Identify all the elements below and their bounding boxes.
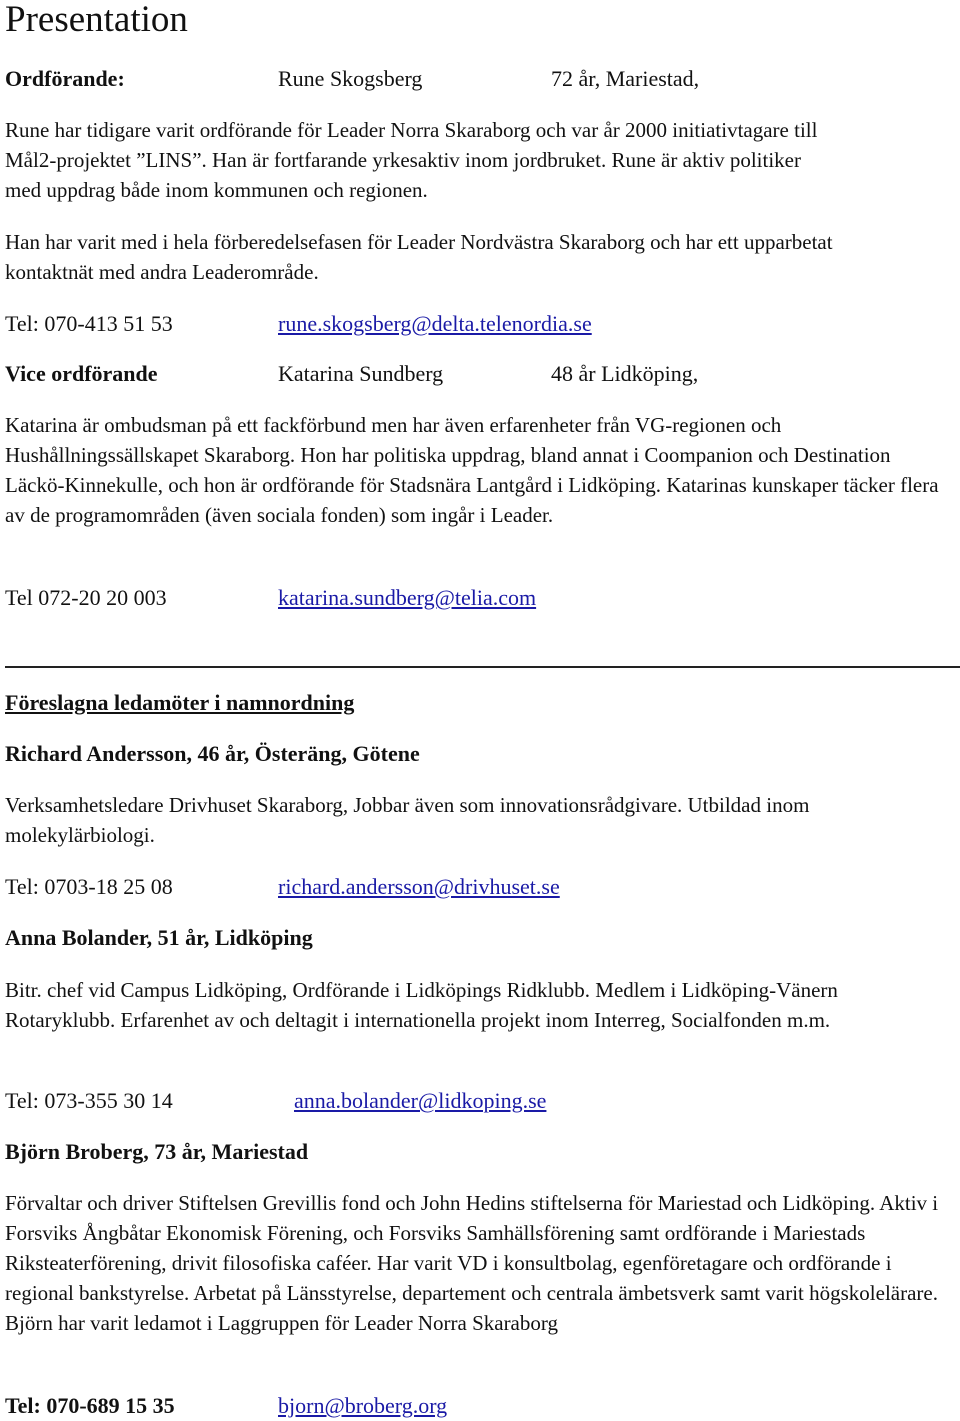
section-divider bbox=[5, 666, 960, 668]
member-email-link[interactable]: anna.bolander@lidkoping.se bbox=[294, 1088, 547, 1113]
vice-chair-bio-paragraph: Katarina är ombudsman på ett fackförbund men har även erfarenheter från VG-regionen och Hushållningssällskapet Skaraborg. Hon har politiska uppdrag, bland annat i Coompanion och Destination Läckö-Kinnekulle, och hon är ordförande för Stadsnära Lantgård i Lidköping. Katarinas kunskaper täcker flera av de programområden (även sociala fonden) som ingår i Leader. bbox=[5, 413, 939, 527]
member-tel: Tel: 070-689 15 35 bbox=[5, 1393, 175, 1418]
chair-role-label: Ordförande: bbox=[5, 66, 125, 91]
member-contact-row bbox=[5, 1086, 955, 1116]
chair-email-link[interactable]: rune.skogsberg@delta.telenordia.se bbox=[278, 311, 592, 336]
chair-age-place: 72 år, Mariestad, bbox=[551, 66, 700, 91]
member-bio: Bitr. chef vid Campus Lidköping, Ordförande i Lidköpings Ridklubb. Medlem i Lidköping-Vänern Rotaryklubb. Erfarenhet av och deltagit i internationella projekt inom Interreg, Socialfonden m.m. bbox=[5, 978, 838, 1032]
member-tel: Tel: 0703-18 25 08 bbox=[5, 874, 173, 899]
vice-chair-row bbox=[5, 359, 955, 389]
member-email-link[interactable]: bjorn@broberg.org bbox=[278, 1393, 448, 1418]
member-header: Björn Broberg, 73 år, Mariestad bbox=[5, 1139, 309, 1164]
member-contact-row bbox=[5, 872, 955, 902]
member-header: Anna Bolander, 51 år, Lidköping bbox=[5, 925, 313, 950]
member-contact-row bbox=[5, 1391, 955, 1421]
chair-bio-paragraph-2: Han har varit med i hela förberedelsefasen för Leader Nordvästra Skaraborg och har ett upparbetat kontaktnät med andra Leaderområde. bbox=[5, 230, 833, 284]
member-bio: Förvaltar och driver Stiftelsen Grevillis fond och John Hedins stiftelserna för Mariestad och Lidköping. Aktiv i Forsviks Ångbåtar Ekonomisk Förening, och Forsviks Samhällsförening samt ordförande i Mariestads Riksteaterförening, drivit filosofiska caféer. Har varit VD i konsultbolag, egenföretagare och ordförande i regional bankstyrelse. Arbetat på Länsstyrelse, departement och centrala ämbetsverk samt varit högskolelärare. Björn har varit ledamot i Laggruppen för Leader Norra Skaraborg bbox=[5, 1191, 939, 1335]
members-heading: Föreslagna ledamöter i namnordning bbox=[5, 690, 355, 715]
vice-chair-name: Katarina Sundberg bbox=[278, 361, 444, 386]
member-tel: Tel: 073-355 30 14 bbox=[5, 1088, 173, 1113]
chair-tel: Tel: 070-413 51 53 bbox=[5, 311, 173, 336]
vice-chair-age-place: 48 år Lidköping, bbox=[551, 361, 699, 386]
member-header: Richard Andersson, 46 år, Österäng, Götene bbox=[5, 741, 420, 766]
member-bio: Verksamhetsledare Drivhuset Skaraborg, Jobbar även som innovationsrådgivare. Utbildad inom molekylärbiologi. bbox=[5, 793, 810, 847]
chair-name: Rune Skogsberg bbox=[278, 66, 423, 91]
vice-chair-email-link[interactable]: katarina.sundberg@telia.com bbox=[278, 585, 537, 610]
document-page bbox=[5, 0, 955, 1418]
chair-contact-row bbox=[5, 309, 955, 339]
vice-chair-contact-row bbox=[5, 583, 955, 613]
vice-chair-role-label: Vice ordförande bbox=[5, 361, 158, 386]
member-email-link[interactable]: richard.andersson@drivhuset.se bbox=[278, 874, 560, 899]
page-title: Presentation bbox=[5, 0, 188, 40]
chair-bio-paragraph-1: Rune har tidigare varit ordförande för Leader Norra Skaraborg och var år 2000 initiativtagare till Mål2-projektet ”LINS”. Han är fortfarande yrkesaktiv inom jordbruket. Rune är aktiv politiker med uppdrag både inom kommunen och regionen. bbox=[5, 118, 818, 202]
chair-row bbox=[5, 64, 955, 94]
vice-chair-tel: Tel 072-20 20 003 bbox=[5, 585, 167, 610]
